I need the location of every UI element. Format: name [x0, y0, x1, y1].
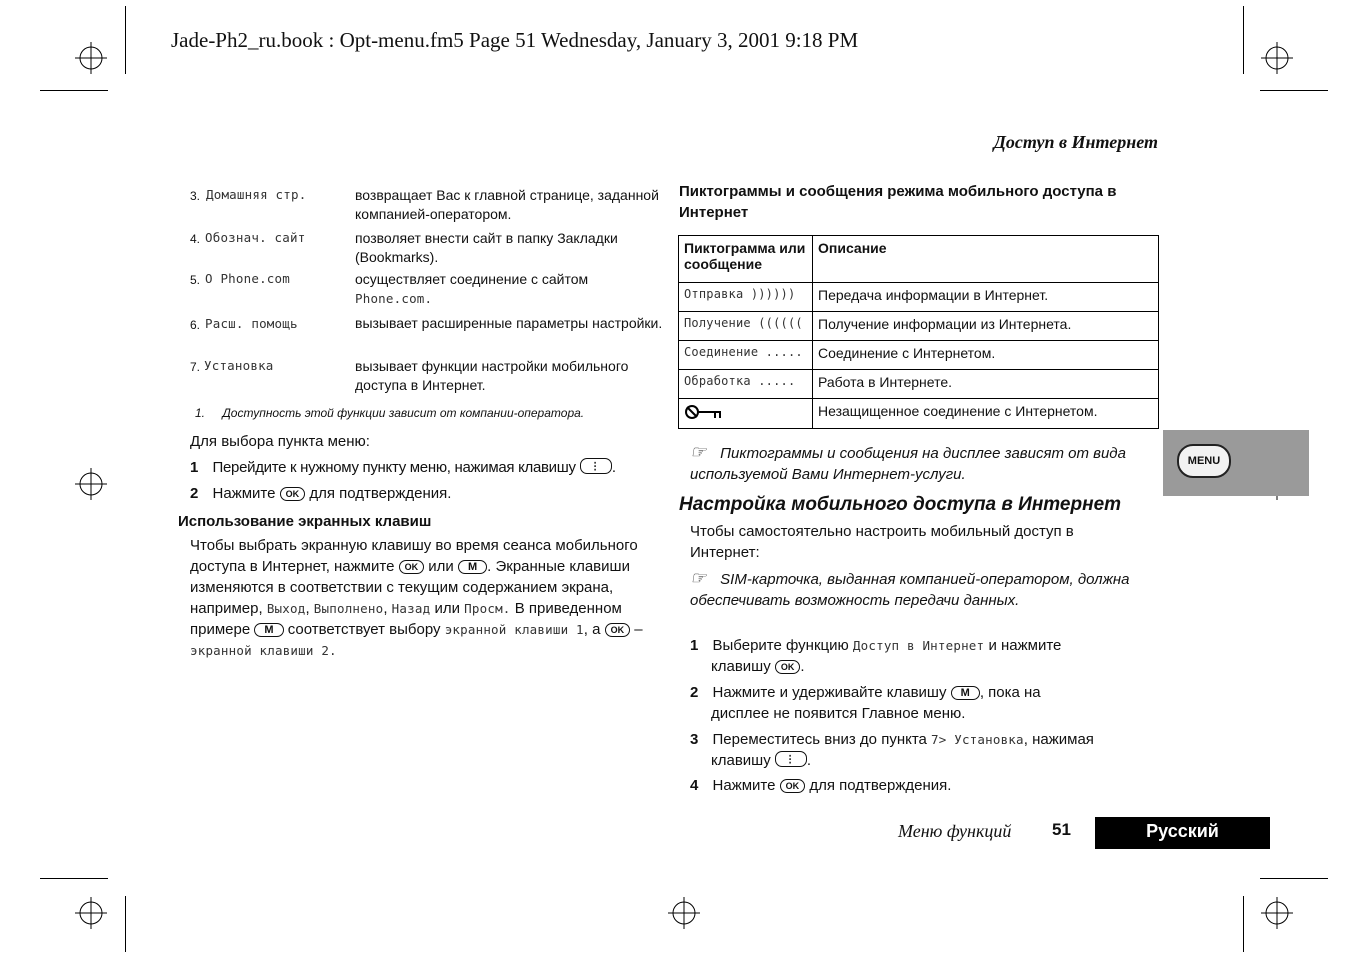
setup-heading: Настройка мобильного доступа в Интернет — [679, 494, 1122, 515]
step-text: Нажмите и удерживайте клавишу — [712, 684, 947, 701]
softkeys-heading: Использование экранных клавиш — [178, 513, 432, 530]
note-text: Пиктограммы и сообщения на дисплее зависят от вида используемой Вами Интернет-услуги. — [690, 445, 1126, 483]
registration-mark-icon — [668, 897, 700, 929]
menu-item-name: Обознач. сайт — [205, 230, 306, 245]
step-number: 4 — [690, 777, 699, 794]
footnote-text: Доступность этой функции зависит от компании-оператора. — [222, 406, 585, 420]
menu-item-name: Расш. помощь — [205, 316, 298, 331]
icons-note — [690, 442, 1140, 485]
step-lcd: 7> Установка — [931, 732, 1024, 747]
m-key-icon: M — [458, 560, 487, 574]
page-number: 51 — [1052, 820, 1071, 839]
icon-message: Отправка )))))) — [679, 283, 813, 312]
step-text: Выберите функцию — [712, 637, 849, 654]
setup-step-3: 3 Переместитесь вниз до пункта 7> Установка, нажимая клавишу ⁝ . — [690, 729, 1160, 771]
crop-mark — [40, 90, 108, 91]
select-step-2 — [190, 483, 451, 504]
ok-key-icon: OK — [775, 660, 801, 674]
select-step-1: 1 Перейдите к нужному пункту меню, нажимая клавишу ⁝ . — [190, 457, 616, 478]
step-text: и нажмите — [988, 637, 1062, 654]
table-row — [679, 341, 1159, 370]
setup-note — [690, 568, 1130, 611]
select-intro: Для выбора пункта меню: — [190, 433, 370, 450]
icon-message: Обработка ..... — [679, 370, 813, 399]
note-text: SIM-карточка, выданная компанией-оператором, должна обеспечивать возможность передачи данных. — [690, 571, 1130, 609]
crop-mark — [1243, 6, 1244, 74]
menu-item-desc-text: осуществляет соединение с сайтом — [355, 271, 589, 287]
softkeys-text: соответствует выбору — [287, 621, 441, 638]
menu-item-name: О Phone.com — [205, 271, 290, 286]
step-number: 3 — [690, 731, 699, 748]
ok-key-icon: OK — [280, 487, 306, 501]
step-text: Нажмите — [712, 777, 776, 794]
step-text: , нажимая — [1023, 731, 1094, 748]
crop-mark — [1260, 90, 1328, 91]
menu-item-number: 4. — [190, 232, 201, 246]
crop-mark — [1243, 896, 1244, 952]
menu-item-number: 3. — [190, 189, 201, 203]
setup-step-1: 1 Выберите функцию Доступ в Интернет и нажмите клавишу OK . — [690, 637, 1062, 675]
sidebar-tab — [1163, 430, 1309, 496]
step-text: для подтверждения. — [809, 777, 952, 794]
print-header: Jade-Ph2_ru.book : Opt-menu.fm5 Page 51 Wednesday, January 3, 2001 9:18 PM — [171, 28, 859, 52]
softkey-example: Просм. — [464, 601, 511, 616]
menu-item-name: Домашняя стр. — [206, 187, 307, 202]
menu-item-desc: вызывает функции настройки мобильного доступа в Интернет. — [355, 358, 629, 393]
menu-item-name: Установка — [204, 358, 274, 373]
menu-item-desc: позволяет внести сайт в папку Закладки (Bookmarks). — [355, 230, 618, 265]
icon-description: Незащищенное соединение с Интернетом. — [813, 399, 1159, 429]
menu-item-number: 6. — [190, 318, 201, 332]
registration-mark-icon — [75, 468, 107, 500]
icon-description: Работа в Интернете. — [813, 370, 1159, 399]
softkeys-text: В приведенном примере — [190, 600, 622, 638]
table-row — [679, 399, 1159, 429]
step-text: дисплее не появится Главное меню. — [711, 705, 966, 722]
softkey-example: Выполнено — [313, 601, 384, 616]
table-header: Пиктограмма или сообщение — [679, 236, 813, 283]
table-row — [679, 312, 1159, 341]
footnote — [195, 406, 584, 420]
icons-table — [678, 235, 1159, 429]
nav-key-icon — [580, 458, 612, 474]
icon-description: Соединение с Интернетом. — [813, 341, 1159, 370]
crop-mark — [125, 896, 126, 952]
table-row — [679, 370, 1159, 399]
m-key-icon: M — [254, 623, 283, 637]
step-text: клавишу — [711, 658, 771, 675]
softkeys-text: или — [428, 558, 454, 575]
ok-key-icon: OK — [780, 779, 806, 793]
registration-mark-icon — [75, 897, 107, 929]
language-tab: Русский — [1095, 817, 1270, 849]
registration-mark-icon — [1261, 897, 1293, 929]
step-text: для подтверждения. — [309, 485, 452, 502]
setup-intro: Чтобы самостоятельно настроить мобильный доступ в Интернет: — [690, 523, 1074, 561]
step-text: , пока на — [979, 684, 1041, 701]
menu-item-desc: вызывает расширенные параметры настройки. — [355, 315, 663, 331]
icons-heading: Пиктограммы и сообщения режима мобильного доступа в Интернет — [679, 183, 1117, 221]
menu-item-desc-lcd: Phone.com. — [355, 291, 433, 306]
softkeys-paragraph: Чтобы выбрать экранную клавишу во время сеанса мобильного доступа в Интернет, нажмите OK или M . Экранные клавиши изменяются в соответствии с текущим содержанием экрана, например, Выход, Выполнено, Назад или Просм. В приведенном примере M соответствует выбору экранной клавиши 1, а OK – экранной клавиши 2. — [190, 537, 643, 658]
table-row — [679, 283, 1159, 312]
softkey-example: Выход — [266, 601, 306, 616]
icon-message: Соединение ..... — [679, 341, 813, 370]
footnote-number: 1. — [195, 406, 206, 420]
step-number: 1 — [190, 459, 199, 476]
step-text: Перейдите к нужному пункту меню, нажимая клавишу — [212, 459, 576, 476]
crop-mark — [125, 6, 126, 74]
step-number: 1 — [690, 637, 699, 654]
note-hand-icon: ☞ — [690, 568, 707, 588]
menu-item-desc — [355, 270, 665, 308]
table-header-row — [679, 236, 1159, 283]
table-header: Описание — [813, 236, 1159, 283]
footer-section: Меню функций — [898, 821, 1012, 841]
registration-mark-icon — [75, 42, 107, 74]
icon-description: Получение информации из Интернета. — [813, 312, 1159, 341]
softkeys-text: или — [434, 600, 460, 617]
step-text: Нажмите — [212, 485, 276, 502]
step-text: клавишу — [711, 752, 771, 769]
crop-mark — [1260, 878, 1328, 879]
ok-key-icon: OK — [399, 560, 425, 574]
menu-item-number: 7. — [190, 360, 201, 374]
step-number: 2 — [690, 684, 699, 701]
menu-item-number: 5. — [190, 273, 201, 287]
step-lcd: Доступ в Интернет — [852, 638, 985, 653]
unsecure-key-icon — [684, 403, 724, 421]
registration-mark-icon — [1261, 42, 1293, 74]
softkey-lcd: экранной клавиши 1 — [444, 622, 584, 637]
softkeys-text: а — [592, 621, 601, 638]
crop-mark — [40, 878, 108, 879]
softkey-lcd: экранной клавиши 2. — [190, 643, 337, 658]
setup-step-2 — [690, 682, 1150, 724]
menu-key-icon: MENU — [1177, 444, 1231, 478]
menu-item-desc: возвращает Вас к главной странице, заданной компанией-оператором. — [355, 187, 659, 222]
step-number: 2 — [190, 485, 199, 502]
m-key-icon: M — [951, 686, 980, 700]
step-text: Переместитесь вниз до пункта — [712, 731, 927, 748]
nav-key-icon — [775, 751, 807, 767]
softkeys-text: Экранные клавиши изменяются в соответствии с текущим содержанием экрана, например, — [190, 558, 630, 617]
icon-cell — [679, 399, 813, 429]
setup-step-4 — [690, 775, 1150, 796]
icon-description: Передача информации в Интернет. — [813, 283, 1159, 312]
note-hand-icon: ☞ — [690, 442, 707, 462]
icon-message: Получение (((((( — [679, 312, 813, 341]
softkeys-text: Чтобы выбрать экранную клавишу во время сеанса мобильного доступа в Интернет, нажмите — [190, 537, 638, 575]
ok-key-icon: OK — [605, 623, 631, 637]
softkey-example: Назад — [391, 601, 431, 616]
chapter-title: Доступ в Интернет — [993, 132, 1158, 152]
